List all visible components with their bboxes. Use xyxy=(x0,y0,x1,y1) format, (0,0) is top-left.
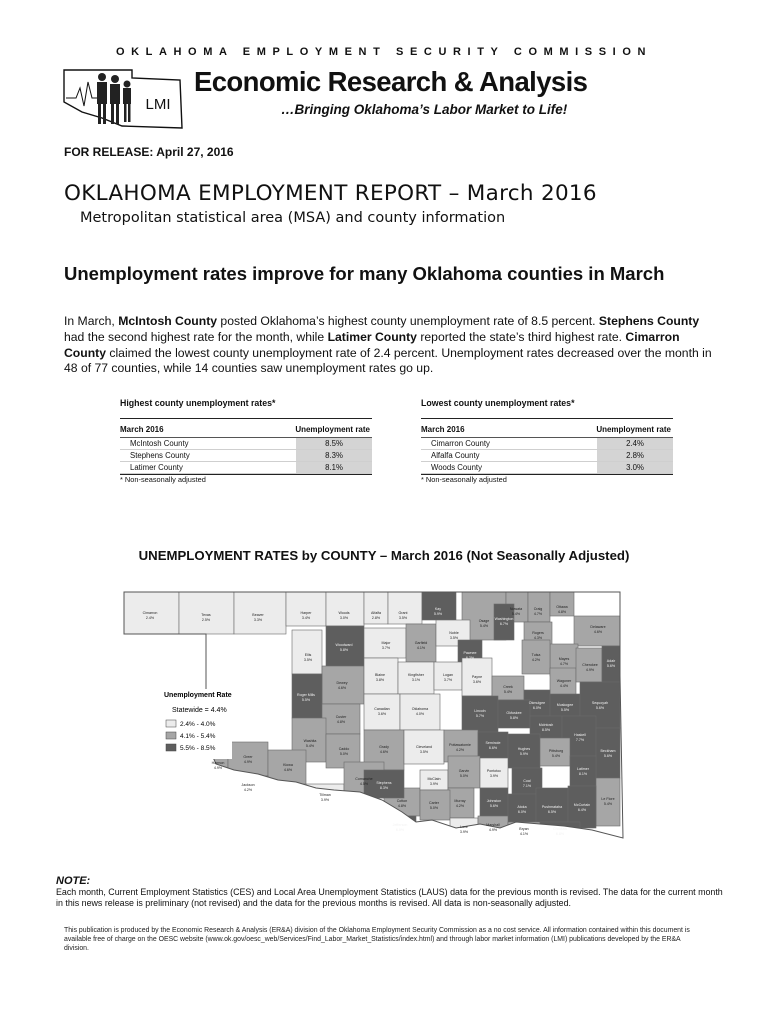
county-name-label: Custer xyxy=(335,715,347,719)
county-rate-label: 4.2% xyxy=(531,658,541,662)
county-map xyxy=(120,586,628,842)
county-name-label: Tulsa xyxy=(531,653,541,657)
county-rate-label: 6.4% xyxy=(577,808,587,812)
county-rate-label: 4.7% xyxy=(533,612,543,616)
county-rate-label: 4.9% xyxy=(243,760,253,764)
county-name-label: Cimarron xyxy=(142,611,158,615)
county-cell-beckham xyxy=(596,728,620,778)
county-rate-label: 6.3% xyxy=(465,656,475,660)
county-name-label: Kingfisher xyxy=(408,673,424,677)
county-name-label: Beaver xyxy=(252,613,264,617)
county-cell-dewey xyxy=(322,666,364,704)
county-name-label: Pushmataha xyxy=(541,805,563,809)
county-rate-label: 6.7% xyxy=(499,622,509,626)
county-cell-woods xyxy=(326,592,364,626)
county-name-label: Seminole xyxy=(485,741,501,745)
table-footnote: * Non-seasonally adjusted xyxy=(120,474,372,484)
headline: Unemployment rates improve for many Oklahoma counties in March xyxy=(64,263,665,284)
legend-statewide: Statewide = 4.4% xyxy=(172,707,227,714)
county-name-label: Grady xyxy=(379,745,389,749)
county-cell-latimer xyxy=(570,756,596,786)
footer-text: This publication is produced by the Economic Research & Analysis (ER&A) division of the Oklahoma Employment Security Commission as a no cost service. All information contained within this document is available free of charge on the OESC website (www.ok.gov/oesc_web/Services/Find_Labor_Market_Statistics/index.html) and through labor market information (LMI) publications developed by the ER&A division. xyxy=(64,927,690,952)
county-name-label: Jackson xyxy=(241,783,255,787)
county-name-label: McIntosh xyxy=(538,723,554,727)
county-rate-label: 3.8% xyxy=(375,678,385,682)
county-rate-label: 7.7% xyxy=(575,738,585,742)
commission-name: OKLAHOMA EMPLOYMENT SECURITY COMMISSION xyxy=(115,46,653,58)
county-rate-label: 3.5% xyxy=(449,636,459,640)
brand-tagline: …Bringing Oklahoma’s Labor Market to Life! xyxy=(281,102,568,117)
county-name-label: Pittsburg xyxy=(548,749,564,753)
county-rate-label: 4.1% xyxy=(519,832,529,836)
county-rate-label: 4.2% xyxy=(455,748,465,752)
county-cell-tulsa xyxy=(522,640,550,674)
note-text: Each month, Current Employment Statistics (CES) and Local Area Unemployment Statistics (LAUS) data for the previous month is revised. The data for the current month in this news release is preliminary (not revised) and the data for the previous months is revised. All data is non-seasonally adjusted. xyxy=(56,887,723,909)
county-name-label: Garfield xyxy=(414,641,428,645)
county-name-label: Coal xyxy=(523,779,531,783)
county-rate-label: 5.8% xyxy=(339,648,349,652)
county-rate-label: 4.1% xyxy=(416,646,426,650)
logo-text: LMI xyxy=(145,96,171,113)
county-cell-pontotoc xyxy=(480,758,508,788)
county-name-label: Okfuskee xyxy=(506,711,522,715)
county-rate-label: 5.4% xyxy=(305,744,315,748)
county-cell-wagoner xyxy=(550,668,576,698)
county-name-label: Noble xyxy=(449,631,459,635)
legend-label: 2.4% - 4.0% xyxy=(180,721,216,728)
county-name-label: Hughes xyxy=(517,747,531,751)
report-subtitle: Metropolitan statistical area (MSA) and county information xyxy=(80,210,506,226)
county-rate-label: 4.6% xyxy=(379,750,389,754)
county-name-label: Nowata xyxy=(509,607,523,611)
county-name-label: Stephens xyxy=(376,781,392,785)
county-rate-label: 3.9% xyxy=(459,830,469,834)
county-name-label: Beckham xyxy=(600,749,616,753)
county-rate-label: 2.4% xyxy=(145,616,155,620)
column-header: Unemployment rate xyxy=(295,425,370,434)
county-latimer-bold: Latimer County xyxy=(327,329,417,344)
county-rate-label: 4.7% xyxy=(559,662,569,666)
county-rate-label: 5.4% xyxy=(603,802,613,806)
county-name-label: Comanche xyxy=(355,777,373,781)
county-cell-seminole xyxy=(478,732,508,758)
table-row: Woods County 3.0% xyxy=(421,462,673,474)
county-name-label: Logan xyxy=(443,673,453,677)
county-stephens-bold: Stephens County xyxy=(598,314,700,328)
county-name-label: Craig xyxy=(533,607,543,611)
county-rate-label: 5.4% xyxy=(479,624,489,628)
table-title: Highest county unemployment rates* xyxy=(120,398,372,419)
legend-swatch xyxy=(166,720,176,727)
county-name-label: Choctaw xyxy=(553,827,567,831)
county-name-label: Blaine xyxy=(375,673,385,677)
county-rate-label: 5.6% xyxy=(595,706,605,710)
table-row: Stephens County 8.3% xyxy=(120,450,372,462)
county-cell-harper xyxy=(286,592,326,626)
county-rate-label: 4.0% xyxy=(415,712,425,716)
county-rate-label: 3.9% xyxy=(489,774,499,778)
county-name-label: Pawnee xyxy=(463,651,477,655)
county-rate-label: 6.5% xyxy=(547,810,557,814)
county-rate-label: 5.9% xyxy=(433,612,443,616)
table-row: Cimarron County 2.4% xyxy=(421,438,673,450)
lmi-logo xyxy=(62,68,184,130)
county-rate-label: 7.1% xyxy=(522,784,532,788)
county-rate-label: 8.3% xyxy=(379,786,389,790)
county-name-label: Haskell xyxy=(574,733,586,737)
county-rate-label: 3.5% xyxy=(303,658,313,662)
report-title: OKLAHOMA EMPLOYMENT REPORT – March 2016 xyxy=(64,181,597,206)
table-row: Latimer County 8.1% xyxy=(120,462,372,474)
county-rate-label: 4.2% xyxy=(243,788,253,792)
county-rate-label: 3.1% xyxy=(411,678,421,682)
legend-label: 4.1% - 5.4% xyxy=(180,733,216,740)
county-name-label: Cherokee xyxy=(582,663,598,667)
county-rate-label: 3.5% xyxy=(398,616,408,620)
county-name-label: Washington xyxy=(494,617,514,621)
county-name-label: Grant xyxy=(398,611,408,615)
county-name-label: Ellis xyxy=(304,653,312,657)
county-rate-label: 6.0% xyxy=(395,828,405,832)
county-name-label: Washita xyxy=(303,739,317,743)
county-rate-label: 4.3% xyxy=(533,636,543,640)
county-name-label: Rogers xyxy=(532,631,544,635)
county-rate-label: 2.8% xyxy=(371,616,381,620)
county-cell-custer xyxy=(322,704,360,734)
county-name-label: Pottawatomie xyxy=(449,743,471,747)
county-rate-label: 4.9% xyxy=(488,828,498,832)
county-name-label: Texas xyxy=(201,613,211,617)
county-cell-murray xyxy=(448,788,474,818)
county-rate-label: 5.4% xyxy=(503,690,513,694)
county-rate-label: 3.3% xyxy=(253,618,263,622)
county-name-label: Tillman xyxy=(319,793,331,797)
county-name-label: Marshall xyxy=(486,823,500,827)
county-name-label: Creek xyxy=(503,685,513,689)
county-name-label: Cotton xyxy=(396,799,408,803)
table-title: Lowest county unemployment rates* xyxy=(421,398,673,419)
county-rate-label: 5.6% xyxy=(603,754,613,758)
county-rate-label: 5.0% xyxy=(339,752,349,756)
county-name-label: Cleveland xyxy=(416,745,432,749)
county-name-label: Woods xyxy=(338,611,350,615)
county-name-label: Kay xyxy=(434,607,442,611)
brand-title: Economic Research & Analysis xyxy=(194,66,588,97)
column-header: March 2016 xyxy=(421,425,465,434)
county-name-label: Jefferson xyxy=(392,823,408,827)
county-name-label: Mayes xyxy=(558,657,570,661)
county-rate-label: 3.6% xyxy=(377,712,387,716)
note-label: NOTE: xyxy=(56,875,91,887)
county-rate-label: 5.4% xyxy=(551,754,561,758)
county-rate-label: 5.5% xyxy=(301,698,311,702)
county-rate-label: 3.9% xyxy=(429,782,439,786)
release-date: FOR RELEASE: April 27, 2016 xyxy=(64,145,234,159)
county-name-label: Le Flore xyxy=(601,797,615,801)
county-name-label: Dewey xyxy=(336,681,348,685)
county-rate-label: 6.0% xyxy=(532,706,542,710)
map-legend xyxy=(160,689,232,759)
county-rate-label: 4.4% xyxy=(559,684,569,688)
county-name-label: McCurtain xyxy=(573,803,591,807)
body-paragraph: In March, McIntosh County posted Oklahoma’s highest county unemployment rate of 8.5 percent. Stephens County had the second highest rate for the month, while Latimer County reported the state’s third highest rate. Cimarron County claimed the lowest county unemployment rate of 2.4 percent. Unemployment rates decreased over the month in 48 of 77 counties, while 14 counties saw unemployment rates go up. xyxy=(64,314,712,376)
county-name-label: Love xyxy=(460,825,468,829)
county-name-label: Greer xyxy=(243,755,253,759)
legend-swatch xyxy=(166,744,176,751)
county-name-label: Murray xyxy=(454,799,466,803)
county-name-label: Harmon xyxy=(211,761,225,765)
county-name-label: Canadian xyxy=(374,707,390,711)
county-name-label: Okmulgee xyxy=(528,701,546,705)
column-header: March 2016 xyxy=(120,425,164,434)
county-rate-label: 5.6% xyxy=(606,664,616,668)
legend-swatch xyxy=(166,732,176,739)
county-mcintosh-bold: McIntosh County xyxy=(118,314,218,328)
legend-title: Unemployment Rate xyxy=(164,692,232,699)
county-cell-greer xyxy=(228,742,268,776)
county-rate-label: 4.6% xyxy=(283,768,293,772)
county-name-label: Ottawa xyxy=(556,605,568,609)
county-rate-label: 5.6% xyxy=(489,804,499,808)
county-name-label: Bryan xyxy=(519,827,529,831)
county-name-label: Delaware xyxy=(590,625,606,629)
county-rate-label: 8.1% xyxy=(578,772,588,776)
county-cell-carter xyxy=(420,790,450,820)
county-rate-label: 5.0% xyxy=(429,806,439,810)
county-name-label: Sequoyah xyxy=(591,701,609,705)
table-header xyxy=(421,419,673,438)
highest-rates-table xyxy=(120,398,372,484)
county-rate-label: 4.5% xyxy=(359,782,369,786)
lowest-rates-table xyxy=(421,398,673,484)
county-name-label: Latimer xyxy=(577,767,589,771)
county-rate-label: 4.8% xyxy=(397,804,407,808)
county-rate-label: 4.2% xyxy=(455,804,465,808)
county-rate-label: 3.5% xyxy=(419,750,429,754)
county-name-label: Woodward xyxy=(335,643,353,647)
table-footnote: * Non-seasonally adjusted xyxy=(421,474,673,484)
county-rate-label: 4.6% xyxy=(593,630,603,634)
county-name-label: Roger Mills xyxy=(297,693,315,697)
county-rate-label: 3.7% xyxy=(443,678,453,682)
county-cell-hughes xyxy=(508,734,540,768)
county-name-label: Major xyxy=(381,641,391,645)
county-rate-label: 3.6% xyxy=(472,680,482,684)
county-rate-label: 4.9% xyxy=(213,766,223,770)
county-name-label: Oklahoma xyxy=(411,707,429,711)
county-name-label: Payne xyxy=(471,675,483,679)
county-rate-label: 4.9% xyxy=(585,668,595,672)
county-rate-label: 5.5% xyxy=(560,708,570,712)
county-rate-label: 4.6% xyxy=(337,686,347,690)
table-header xyxy=(120,419,372,438)
county-rate-label: 3.0% xyxy=(339,616,349,620)
county-rate-label: 6.0% xyxy=(517,810,527,814)
county-name-label: Harper xyxy=(300,611,312,615)
county-name-label: Garvin xyxy=(458,769,470,773)
county-rate-label: 2.5% xyxy=(201,618,211,622)
county-rate-label: 3.9% xyxy=(320,798,330,802)
legend-label: 5.5% - 8.5% xyxy=(180,745,216,752)
county-name-label: Muskogee xyxy=(556,703,574,707)
county-name-label: Carter xyxy=(429,801,439,805)
county-rate-label: 5.4% xyxy=(511,612,521,616)
county-rate-label: 3.7% xyxy=(381,646,391,650)
county-rate-label: 5.8% xyxy=(509,716,519,720)
county-name-label: Pontotoc xyxy=(486,769,502,773)
table-row: McIntosh County 8.5% xyxy=(120,438,372,450)
county-name-label: Caddo xyxy=(338,747,350,751)
column-header: Unemployment rate xyxy=(596,425,671,434)
county-name-label: McClain xyxy=(427,777,441,781)
county-rate-label: 8.5% xyxy=(541,728,551,732)
county-name-label: Kiowa xyxy=(283,763,293,767)
county-rate-label: 4.8% xyxy=(336,720,346,724)
county-name-label: Adair xyxy=(606,659,616,663)
county-name-label: Johnston xyxy=(486,799,502,803)
county-cell-ellis xyxy=(292,630,322,674)
county-name-label: Alfalfa xyxy=(371,611,381,615)
county-rate-label: 5.9% xyxy=(519,752,529,756)
county-rate-label: 3.4% xyxy=(301,616,311,620)
county-rate-label: 4.8% xyxy=(557,610,567,614)
county-rate-label: 6.8% xyxy=(555,832,565,836)
county-rate-label: 5.7% xyxy=(475,714,485,718)
table-row: Alfalfa County 2.8% xyxy=(421,450,673,462)
map-title: UNEMPLOYMENT RATES by COUNTY – March 2016 (Not Seasonally Adjusted) xyxy=(138,548,630,563)
county-name-label: Atoka xyxy=(517,805,527,809)
county-name-label: Lincoln xyxy=(474,709,486,713)
county-rate-label: 6.6% xyxy=(488,746,498,750)
county-name-label: Osage xyxy=(478,619,490,623)
county-name-label: Wagoner xyxy=(556,679,572,683)
county-rate-label: 5.0% xyxy=(459,774,469,778)
county-cimarron-bold: Cimarron County xyxy=(64,329,680,360)
